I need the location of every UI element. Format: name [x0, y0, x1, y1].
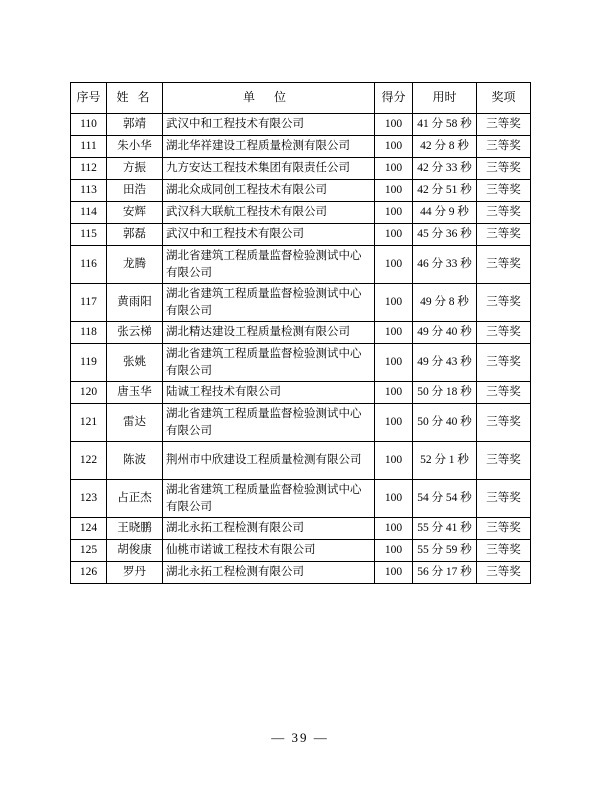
- cell-name: 张云梯: [107, 322, 163, 344]
- cell-seq: 120: [71, 382, 107, 404]
- cell-prize: 三等奖: [477, 158, 531, 180]
- cell-score: 100: [375, 480, 413, 518]
- cell-score: 100: [375, 246, 413, 284]
- table-row: [71, 224, 531, 246]
- cell-prize: 三等奖: [477, 224, 531, 246]
- cell-prize: 三等奖: [477, 246, 531, 284]
- cell-unit: 陆诚工程技术有限公司: [163, 382, 375, 404]
- table-row: [71, 246, 531, 284]
- cell-seq: 112: [71, 158, 107, 180]
- cell-name: 朱小华: [107, 136, 163, 158]
- cell-score: 100: [375, 382, 413, 404]
- cell-prize: 三等奖: [477, 114, 531, 136]
- cell-prize: 三等奖: [477, 136, 531, 158]
- table-row: [71, 322, 531, 344]
- column-header-time: 用时: [413, 83, 477, 114]
- cell-name: 张姚: [107, 344, 163, 382]
- cell-prize: 三等奖: [477, 442, 531, 480]
- cell-name: 田浩: [107, 180, 163, 202]
- cell-unit: 武汉中和工程技术有限公司: [163, 224, 375, 246]
- cell-time: 55 分 41 秒: [413, 518, 477, 540]
- cell-name: 雷达: [107, 404, 163, 442]
- cell-time: 50 分 40 秒: [413, 404, 477, 442]
- cell-score: 100: [375, 180, 413, 202]
- table-row: [71, 480, 531, 518]
- cell-seq: 113: [71, 180, 107, 202]
- table-row: [71, 442, 531, 480]
- table-row: [71, 518, 531, 540]
- column-header-name: 姓 名: [107, 83, 163, 114]
- cell-unit: 湖北永拓工程检测有限公司: [163, 562, 375, 584]
- cell-unit: 湖北永拓工程检测有限公司: [163, 518, 375, 540]
- cell-score: 100: [375, 518, 413, 540]
- cell-seq: 110: [71, 114, 107, 136]
- page-footer: [0, 730, 600, 746]
- cell-name: 占正杰: [107, 480, 163, 518]
- cell-time: 55 分 59 秒: [413, 540, 477, 562]
- cell-name: 王晓鹏: [107, 518, 163, 540]
- cell-prize: 三等奖: [477, 562, 531, 584]
- column-header-score: 得分: [375, 83, 413, 114]
- cell-name: 唐玉华: [107, 382, 163, 404]
- cell-prize: 三等奖: [477, 344, 531, 382]
- cell-score: 100: [375, 404, 413, 442]
- table-row: [71, 404, 531, 442]
- cell-name: 郭磊: [107, 224, 163, 246]
- table-row: [71, 284, 531, 322]
- cell-seq: 116: [71, 246, 107, 284]
- cell-seq: 122: [71, 442, 107, 480]
- cell-unit: 武汉中和工程技术有限公司: [163, 114, 375, 136]
- cell-unit: 湖北省建筑工程质量监督检验测试中心有限公司: [163, 480, 375, 518]
- table-row: [71, 382, 531, 404]
- cell-time: 50 分 18 秒: [413, 382, 477, 404]
- cell-unit: 荆州市中欣建设工程质量检测有限公司: [163, 442, 375, 480]
- cell-time: 49 分 40 秒: [413, 322, 477, 344]
- cell-prize: 三等奖: [477, 284, 531, 322]
- cell-name: 郭靖: [107, 114, 163, 136]
- cell-unit: 湖北省建筑工程质量监督检验测试中心有限公司: [163, 284, 375, 322]
- column-header-seq: 序号: [71, 83, 107, 114]
- table-header: [71, 83, 531, 114]
- cell-time: 42 分 33 秒: [413, 158, 477, 180]
- cell-name: 胡俊康: [107, 540, 163, 562]
- cell-seq: 119: [71, 344, 107, 382]
- cell-seq: 121: [71, 404, 107, 442]
- cell-unit: 九方安达工程技术集团有限责任公司: [163, 158, 375, 180]
- cell-seq: 124: [71, 518, 107, 540]
- cell-unit: 湖北省建筑工程质量监督检验测试中心有限公司: [163, 246, 375, 284]
- table-row: [71, 540, 531, 562]
- cell-time: 42 分 8 秒: [413, 136, 477, 158]
- cell-time: 45 分 36 秒: [413, 224, 477, 246]
- cell-name: 罗丹: [107, 562, 163, 584]
- cell-time: 52 分 1 秒: [413, 442, 477, 480]
- table-row: [71, 344, 531, 382]
- cell-name: 陈波: [107, 442, 163, 480]
- table-row: [71, 202, 531, 224]
- cell-time: 41 分 58 秒: [413, 114, 477, 136]
- award-table: [70, 82, 531, 584]
- cell-score: 100: [375, 344, 413, 382]
- column-header-unit: 单 位: [163, 83, 375, 114]
- page-number: — 39 —: [271, 730, 329, 745]
- cell-seq: 125: [71, 540, 107, 562]
- cell-time: 49 分 8 秒: [413, 284, 477, 322]
- cell-prize: 三等奖: [477, 480, 531, 518]
- table-row: [71, 562, 531, 584]
- cell-score: 100: [375, 442, 413, 480]
- cell-name: 方振: [107, 158, 163, 180]
- cell-prize: 三等奖: [477, 180, 531, 202]
- cell-unit: 湖北华祥建设工程质量检测有限公司: [163, 136, 375, 158]
- cell-unit: 湖北精达建设工程质量检测有限公司: [163, 322, 375, 344]
- cell-name: 安辉: [107, 202, 163, 224]
- table-row: [71, 114, 531, 136]
- cell-score: 100: [375, 114, 413, 136]
- cell-score: 100: [375, 284, 413, 322]
- cell-time: 49 分 43 秒: [413, 344, 477, 382]
- cell-unit: 仙桃市诺诚工程技术有限公司: [163, 540, 375, 562]
- cell-score: 100: [375, 322, 413, 344]
- table-row: [71, 180, 531, 202]
- cell-unit: 湖北省建筑工程质量监督检验测试中心有限公司: [163, 344, 375, 382]
- cell-unit: 武汉科大联航工程技术有限公司: [163, 202, 375, 224]
- cell-unit: 湖北众成同创工程技术有限公司: [163, 180, 375, 202]
- cell-score: 100: [375, 540, 413, 562]
- cell-name: 龙腾: [107, 246, 163, 284]
- cell-time: 54 分 54 秒: [413, 480, 477, 518]
- cell-seq: 123: [71, 480, 107, 518]
- cell-time: 56 分 17 秒: [413, 562, 477, 584]
- cell-seq: 114: [71, 202, 107, 224]
- cell-seq: 118: [71, 322, 107, 344]
- cell-score: 100: [375, 202, 413, 224]
- cell-score: 100: [375, 562, 413, 584]
- cell-prize: 三等奖: [477, 404, 531, 442]
- table-body: [71, 114, 531, 584]
- cell-prize: 三等奖: [477, 202, 531, 224]
- column-header-prize: 奖项: [477, 83, 531, 114]
- table-row: [71, 158, 531, 180]
- cell-seq: 117: [71, 284, 107, 322]
- cell-time: 42 分 51 秒: [413, 180, 477, 202]
- cell-time: 44 分 9 秒: [413, 202, 477, 224]
- cell-prize: 三等奖: [477, 382, 531, 404]
- cell-score: 100: [375, 224, 413, 246]
- table-row: [71, 136, 531, 158]
- cell-prize: 三等奖: [477, 540, 531, 562]
- cell-name: 黄雨阳: [107, 284, 163, 322]
- table-header-row: [71, 83, 531, 114]
- cell-seq: 115: [71, 224, 107, 246]
- cell-prize: 三等奖: [477, 322, 531, 344]
- cell-unit: 湖北省建筑工程质量监督检验测试中心有限公司: [163, 404, 375, 442]
- cell-score: 100: [375, 158, 413, 180]
- cell-score: 100: [375, 136, 413, 158]
- cell-prize: 三等奖: [477, 518, 531, 540]
- cell-seq: 126: [71, 562, 107, 584]
- cell-seq: 111: [71, 136, 107, 158]
- award-table-container: [70, 82, 530, 584]
- cell-time: 46 分 33 秒: [413, 246, 477, 284]
